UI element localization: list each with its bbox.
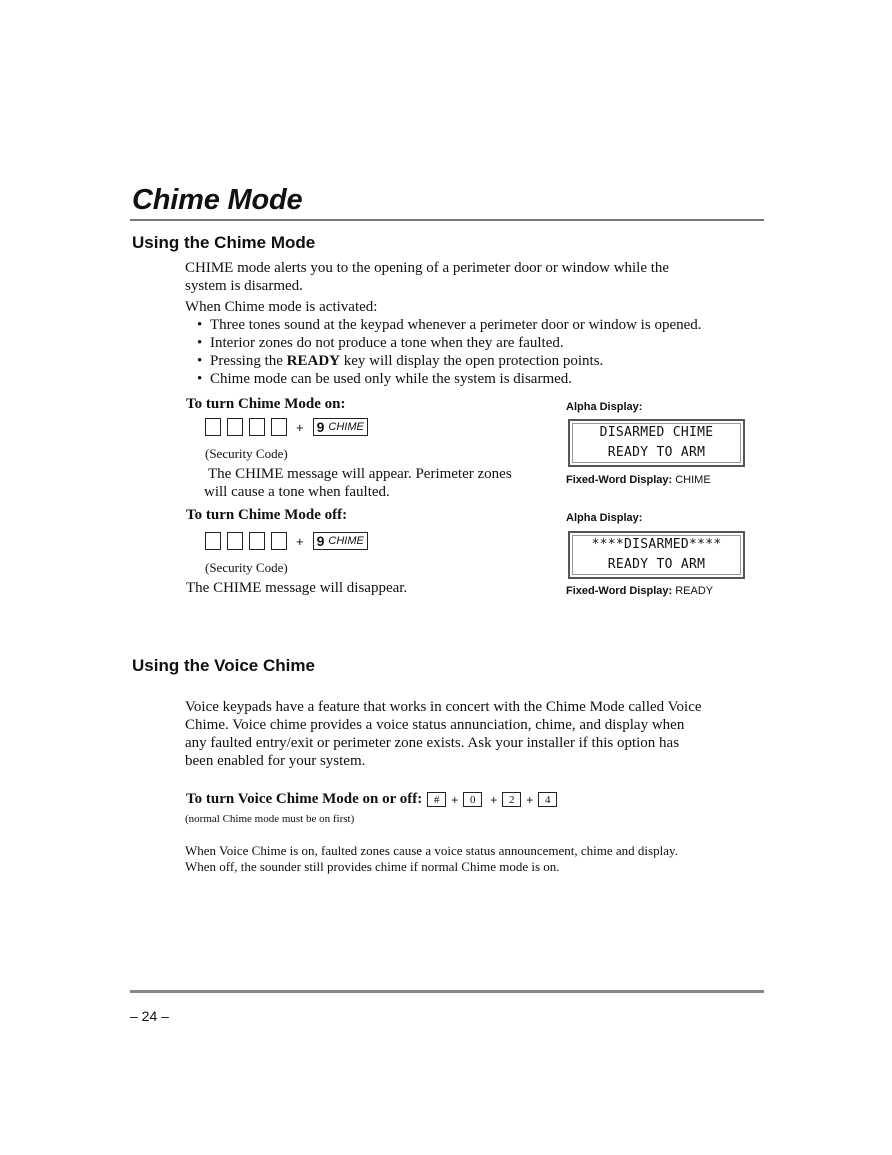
bullet-text: Chime mode can be used only while the system is disarmed. bbox=[210, 371, 573, 387]
chime-9-key[interactable] bbox=[313, 532, 368, 550]
plus-sign: + bbox=[296, 533, 304, 549]
turn-off-heading: To turn Chime Mode off: bbox=[186, 507, 348, 523]
page-title: Chime Mode bbox=[132, 184, 303, 216]
turn-on-result-line-2: will cause a tone when faulted. bbox=[204, 484, 390, 500]
plus-sign: + bbox=[296, 419, 304, 435]
key-label: CHIME bbox=[328, 535, 364, 547]
fixed-word-label: Fixed-Word Display: bbox=[566, 474, 673, 486]
alpha-display-label: Alpha Display: bbox=[566, 512, 643, 524]
fixed-word-display-caption bbox=[566, 585, 713, 597]
plus-sign: + bbox=[490, 792, 498, 807]
bullet-item: • Pressing the READY key will display the open protection points. bbox=[197, 353, 604, 369]
section-heading-chime: Using the Chime Mode bbox=[132, 233, 316, 252]
bullet-text-suffix: key will display the open protection points. bbox=[340, 353, 604, 369]
security-code-digit-key[interactable] bbox=[227, 418, 243, 436]
title-divider bbox=[130, 219, 764, 221]
chime-9-key[interactable] bbox=[313, 418, 368, 436]
voice-chime-toggle-heading: To turn Voice Chime Mode on or off: bbox=[186, 791, 423, 807]
lcd-line-2: READY TO ARM bbox=[607, 557, 706, 572]
intro-line-2: system is disarmed. bbox=[185, 278, 303, 294]
security-code-digit-key[interactable] bbox=[205, 532, 221, 550]
alpha-display-chime-on bbox=[568, 419, 745, 467]
voice-para-line: been enabled for your system. bbox=[185, 753, 366, 769]
fixed-word-label: Fixed-Word Display: bbox=[566, 585, 673, 597]
four-key[interactable]: 4 bbox=[538, 792, 557, 807]
voice-closing-line-2: When off, the sounder still provides chime if normal Chime mode is on. bbox=[185, 859, 560, 874]
voice-chime-note: (normal Chime mode must be on first) bbox=[185, 813, 355, 825]
security-code-caption: (Security Code) bbox=[205, 560, 288, 575]
bullet-item: • Interior zones do not produce a tone when they are faulted. bbox=[197, 335, 564, 351]
plus-sign: + bbox=[451, 792, 459, 807]
security-code-caption: (Security Code) bbox=[205, 446, 288, 461]
bullet-item: • Chime mode can be used only while the system is disarmed. bbox=[197, 371, 573, 387]
lcd-line-2: READY TO ARM bbox=[607, 445, 706, 460]
voice-para-line: Voice keypads have a feature that works in concert with the Chime Mode called Voice bbox=[185, 699, 702, 715]
key-number: 9 bbox=[316, 533, 325, 549]
key-label: CHIME bbox=[328, 421, 364, 433]
pound-key[interactable]: # bbox=[427, 792, 446, 807]
security-code-digit-key[interactable] bbox=[205, 418, 221, 436]
voice-para-line: Chime. Voice chime provides a voice status annunciation, chime, and display when bbox=[185, 717, 685, 733]
ready-key-text: READY bbox=[286, 353, 341, 369]
bullet-text: Three tones sound at the keypad whenever a perimeter door or window is opened. bbox=[210, 317, 702, 333]
bullet-text-prefix: Pressing the bbox=[210, 353, 287, 369]
fixed-word-value: READY bbox=[675, 585, 714, 597]
two-key[interactable]: 2 bbox=[502, 792, 521, 807]
voice-closing-line-1: When Voice Chime is on, faulted zones cause a voice status announcement, chime and display. bbox=[185, 843, 678, 858]
lcd-line-1: ****DISARMED**** bbox=[591, 537, 722, 552]
turn-off-key-sequence bbox=[205, 532, 368, 550]
turn-off-result: The CHIME message will disappear. bbox=[186, 580, 408, 596]
zero-key[interactable]: 0 bbox=[463, 792, 482, 807]
turn-on-heading: To turn Chime Mode on: bbox=[186, 396, 346, 412]
security-code-digit-key[interactable] bbox=[271, 532, 287, 550]
fixed-word-display-caption bbox=[566, 474, 711, 486]
page-number: – 24 – bbox=[130, 1008, 169, 1024]
section-heading-voice-chime: Using the Voice Chime bbox=[132, 656, 315, 675]
security-code-digit-key[interactable] bbox=[271, 418, 287, 436]
bullet-item: • Three tones sound at the keypad whenever a perimeter door or window is opened. bbox=[197, 317, 702, 333]
key-number: 9 bbox=[316, 419, 325, 435]
plus-sign: + bbox=[526, 792, 534, 807]
alpha-display-label: Alpha Display: bbox=[566, 401, 643, 413]
turn-on-key-sequence bbox=[205, 418, 368, 436]
security-code-digit-key[interactable] bbox=[227, 532, 243, 550]
turn-on-result-line-1: The CHIME message will appear. Perimeter zones bbox=[208, 466, 512, 482]
security-code-digit-key[interactable] bbox=[249, 532, 265, 550]
fixed-word-value: CHIME bbox=[675, 474, 711, 486]
when-activated-text: When Chime mode is activated: bbox=[185, 299, 378, 315]
lcd-line-1: DISARMED CHIME bbox=[599, 425, 714, 440]
intro-line-1: CHIME mode alerts you to the opening of a perimeter door or window while the bbox=[185, 260, 670, 276]
alpha-display-chime-off bbox=[568, 531, 745, 579]
footer-divider bbox=[130, 990, 764, 993]
voice-chime-toggle-row bbox=[186, 791, 557, 808]
voice-para-line: any faulted entry/exit or perimeter zone exists. Ask your installer if this option has bbox=[185, 735, 680, 751]
security-code-digit-key[interactable] bbox=[249, 418, 265, 436]
bullet-text: Interior zones do not produce a tone when they are faulted. bbox=[210, 335, 564, 351]
